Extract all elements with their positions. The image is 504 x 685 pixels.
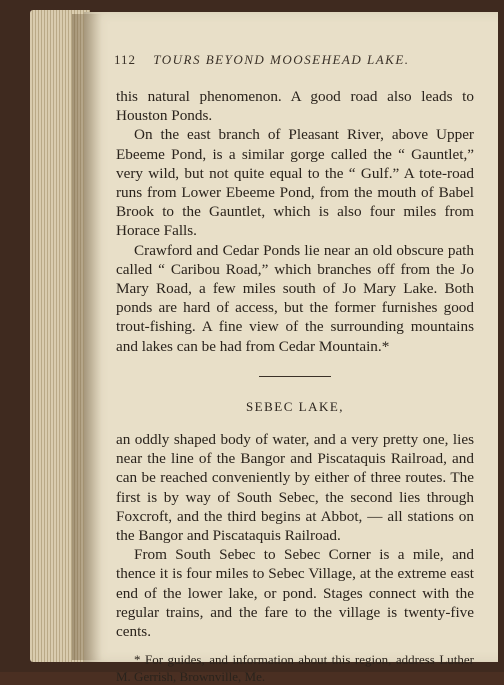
footnote: * For guides, and information about this region, address Luther M. Gerrish, Brownville, Me. bbox=[116, 652, 474, 685]
paragraph-1: this natural phenomenon. A good road also leads to Houston Ponds. bbox=[116, 88, 474, 125]
body-text bbox=[116, 87, 474, 685]
paragraph-3: Crawford and Cedar Ponds lie near an old obscure path called “ Caribou Road,” which branches off from the Jo Mary Road, a few miles south of Jo Mary Lake. Both ponds are hard of access, but the former furnishes good trout-fishing. A fine view of the surrounding mountains and lakes can be had from Cedar Mountain.* bbox=[116, 241, 474, 355]
gutter-shadow bbox=[72, 14, 102, 660]
running-header bbox=[114, 52, 474, 72]
section-divider bbox=[259, 376, 331, 377]
paragraph-4: an oddly shaped body of water, and a very pretty one, lies near the line of the Bangor and Piscataquis Railroad, and can be reached conveniently by either of three routes. The first is by way of South Sebec, the second lies through Foxcroft, and the third begins at Abbot, — all stations on the Bangor and Piscataquis Railroad. bbox=[116, 431, 474, 545]
running-title: TOURS BEYOND MOOSEHEAD LAKE. bbox=[153, 52, 410, 67]
book-page bbox=[84, 12, 498, 685]
paragraph-5: From South Sebec to Sebec Corner is a mile, and thence it is four miles to Sebec Village, at the extreme east end of the lower lake, or pond. Stages connect with the regular trains, and the fare to the village is twenty-five cents. bbox=[116, 546, 474, 641]
paragraph-2: On the east branch of Pleasant River, above Upper Ebeeme Pond, is a similar gorge called the “ Gauntlet,” very wild, but not quite equal to the “ Gulf.” A tote-road runs from Lower Ebeeme Pond, from the mouth of Babel Brook to the Gauntlet, which is also four miles from Horace Falls. bbox=[116, 126, 474, 240]
section-heading: SEBEC LAKE, bbox=[245, 398, 345, 414]
page-number: 112 bbox=[114, 52, 137, 67]
